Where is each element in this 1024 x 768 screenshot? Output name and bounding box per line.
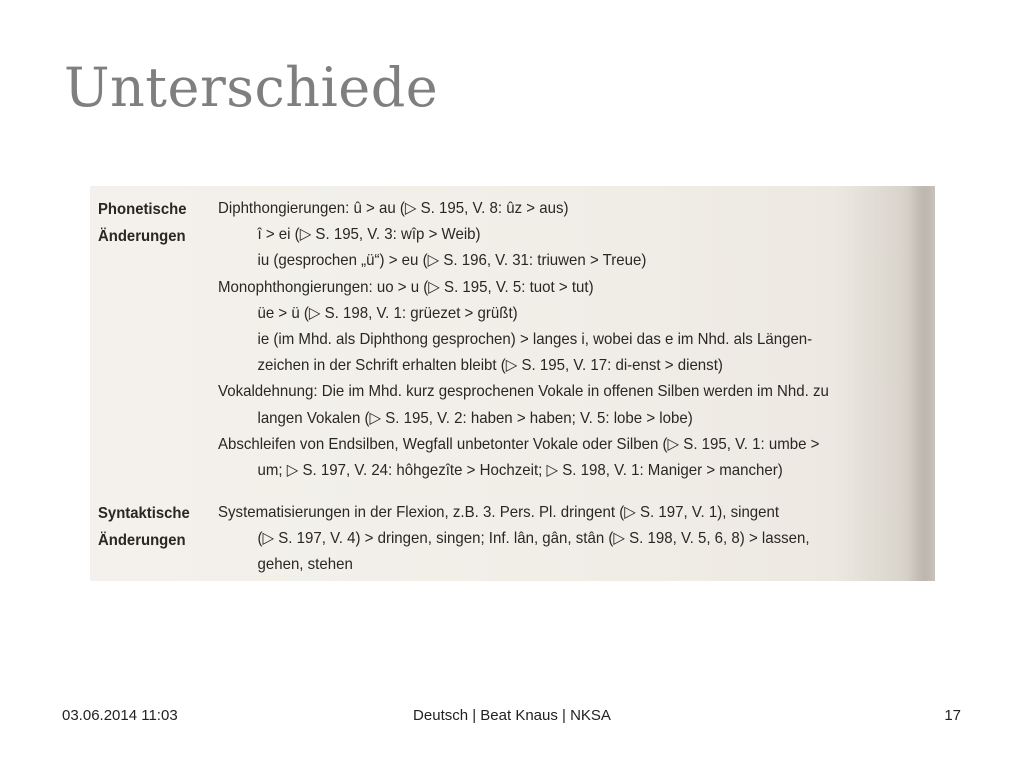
- text-line: Vokaldehnung: Die im Mhd. kurz gesprochenen Vokale in offenen Silben werden im Nhd. zu: [218, 383, 829, 401]
- footer-center-text: Deutsch | Beat Knaus | NKSA: [413, 707, 611, 724]
- slide-number: 17: [944, 707, 961, 724]
- slide-title: Unterschiede: [64, 56, 439, 119]
- phonetic-label-line1: Phonetische: [98, 201, 187, 218]
- scanned-text-image: [90, 186, 935, 581]
- syntactic-label-line2: Änderungen: [98, 532, 186, 549]
- text-line: Diphthongierungen: û > au (▷ S. 195, V. 8: ûz > aus): [218, 200, 569, 217]
- text-line: iu (gesprochen „ü“) > eu (▷ S. 196, V. 31: triuwen > Treue): [257, 252, 647, 270]
- text-line: (▷ S. 197, V. 4) > dringen, singen; Inf. lân, gân, stân (▷ S. 198, V. 5, 6, 8) > lassen,: [257, 530, 810, 548]
- footer-date: 03.06.2014 11:03: [62, 707, 178, 724]
- text-line: Systematisierungen in der Flexion, z.B. 3. Pers. Pl. dringent (▷ S. 197, V. 1), singent: [218, 504, 780, 521]
- phonetic-lines: [218, 196, 930, 484]
- text-line: Abschleifen von Endsilben, Wegfall unbetonter Vokale oder Silben (▷ S. 195, V. 1: umbe >: [218, 435, 820, 453]
- phonetic-label-line2: Änderungen: [98, 228, 186, 245]
- syntactic-label: [98, 500, 210, 554]
- text-line: langen Vokalen (▷ S. 195, V. 2: haben > haben; V. 5: lobe > lobe): [257, 409, 693, 427]
- text-line: î > ei (▷ S. 195, V. 3: wîp > Weib): [257, 226, 481, 244]
- text-line: um; ▷ S. 197, V. 24: hôhgezîte > Hochzeit; ▷ S. 198, V. 1: Maniger > mancher): [257, 462, 783, 480]
- phonetic-label: [98, 196, 210, 250]
- syntactic-lines: [218, 500, 930, 579]
- text-line: Monophthongierungen: uo > u (▷ S. 195, V. 5: tuot > tut): [218, 278, 594, 296]
- text-line: üe > ü (▷ S. 198, V. 1: grüezet > grüßt): [257, 304, 518, 322]
- text-line: ie (im Mhd. als Diphthong gesprochen) > langes i, wobei das e im Nhd. als Längen-: [257, 331, 813, 349]
- syntactic-label-line1: Syntaktische: [98, 505, 190, 522]
- text-line: zeichen in der Schrift erhalten bleibt (▷ S. 195, V. 17: di-enst > dienst): [257, 357, 723, 375]
- text-line: gehen, stehen: [257, 556, 353, 574]
